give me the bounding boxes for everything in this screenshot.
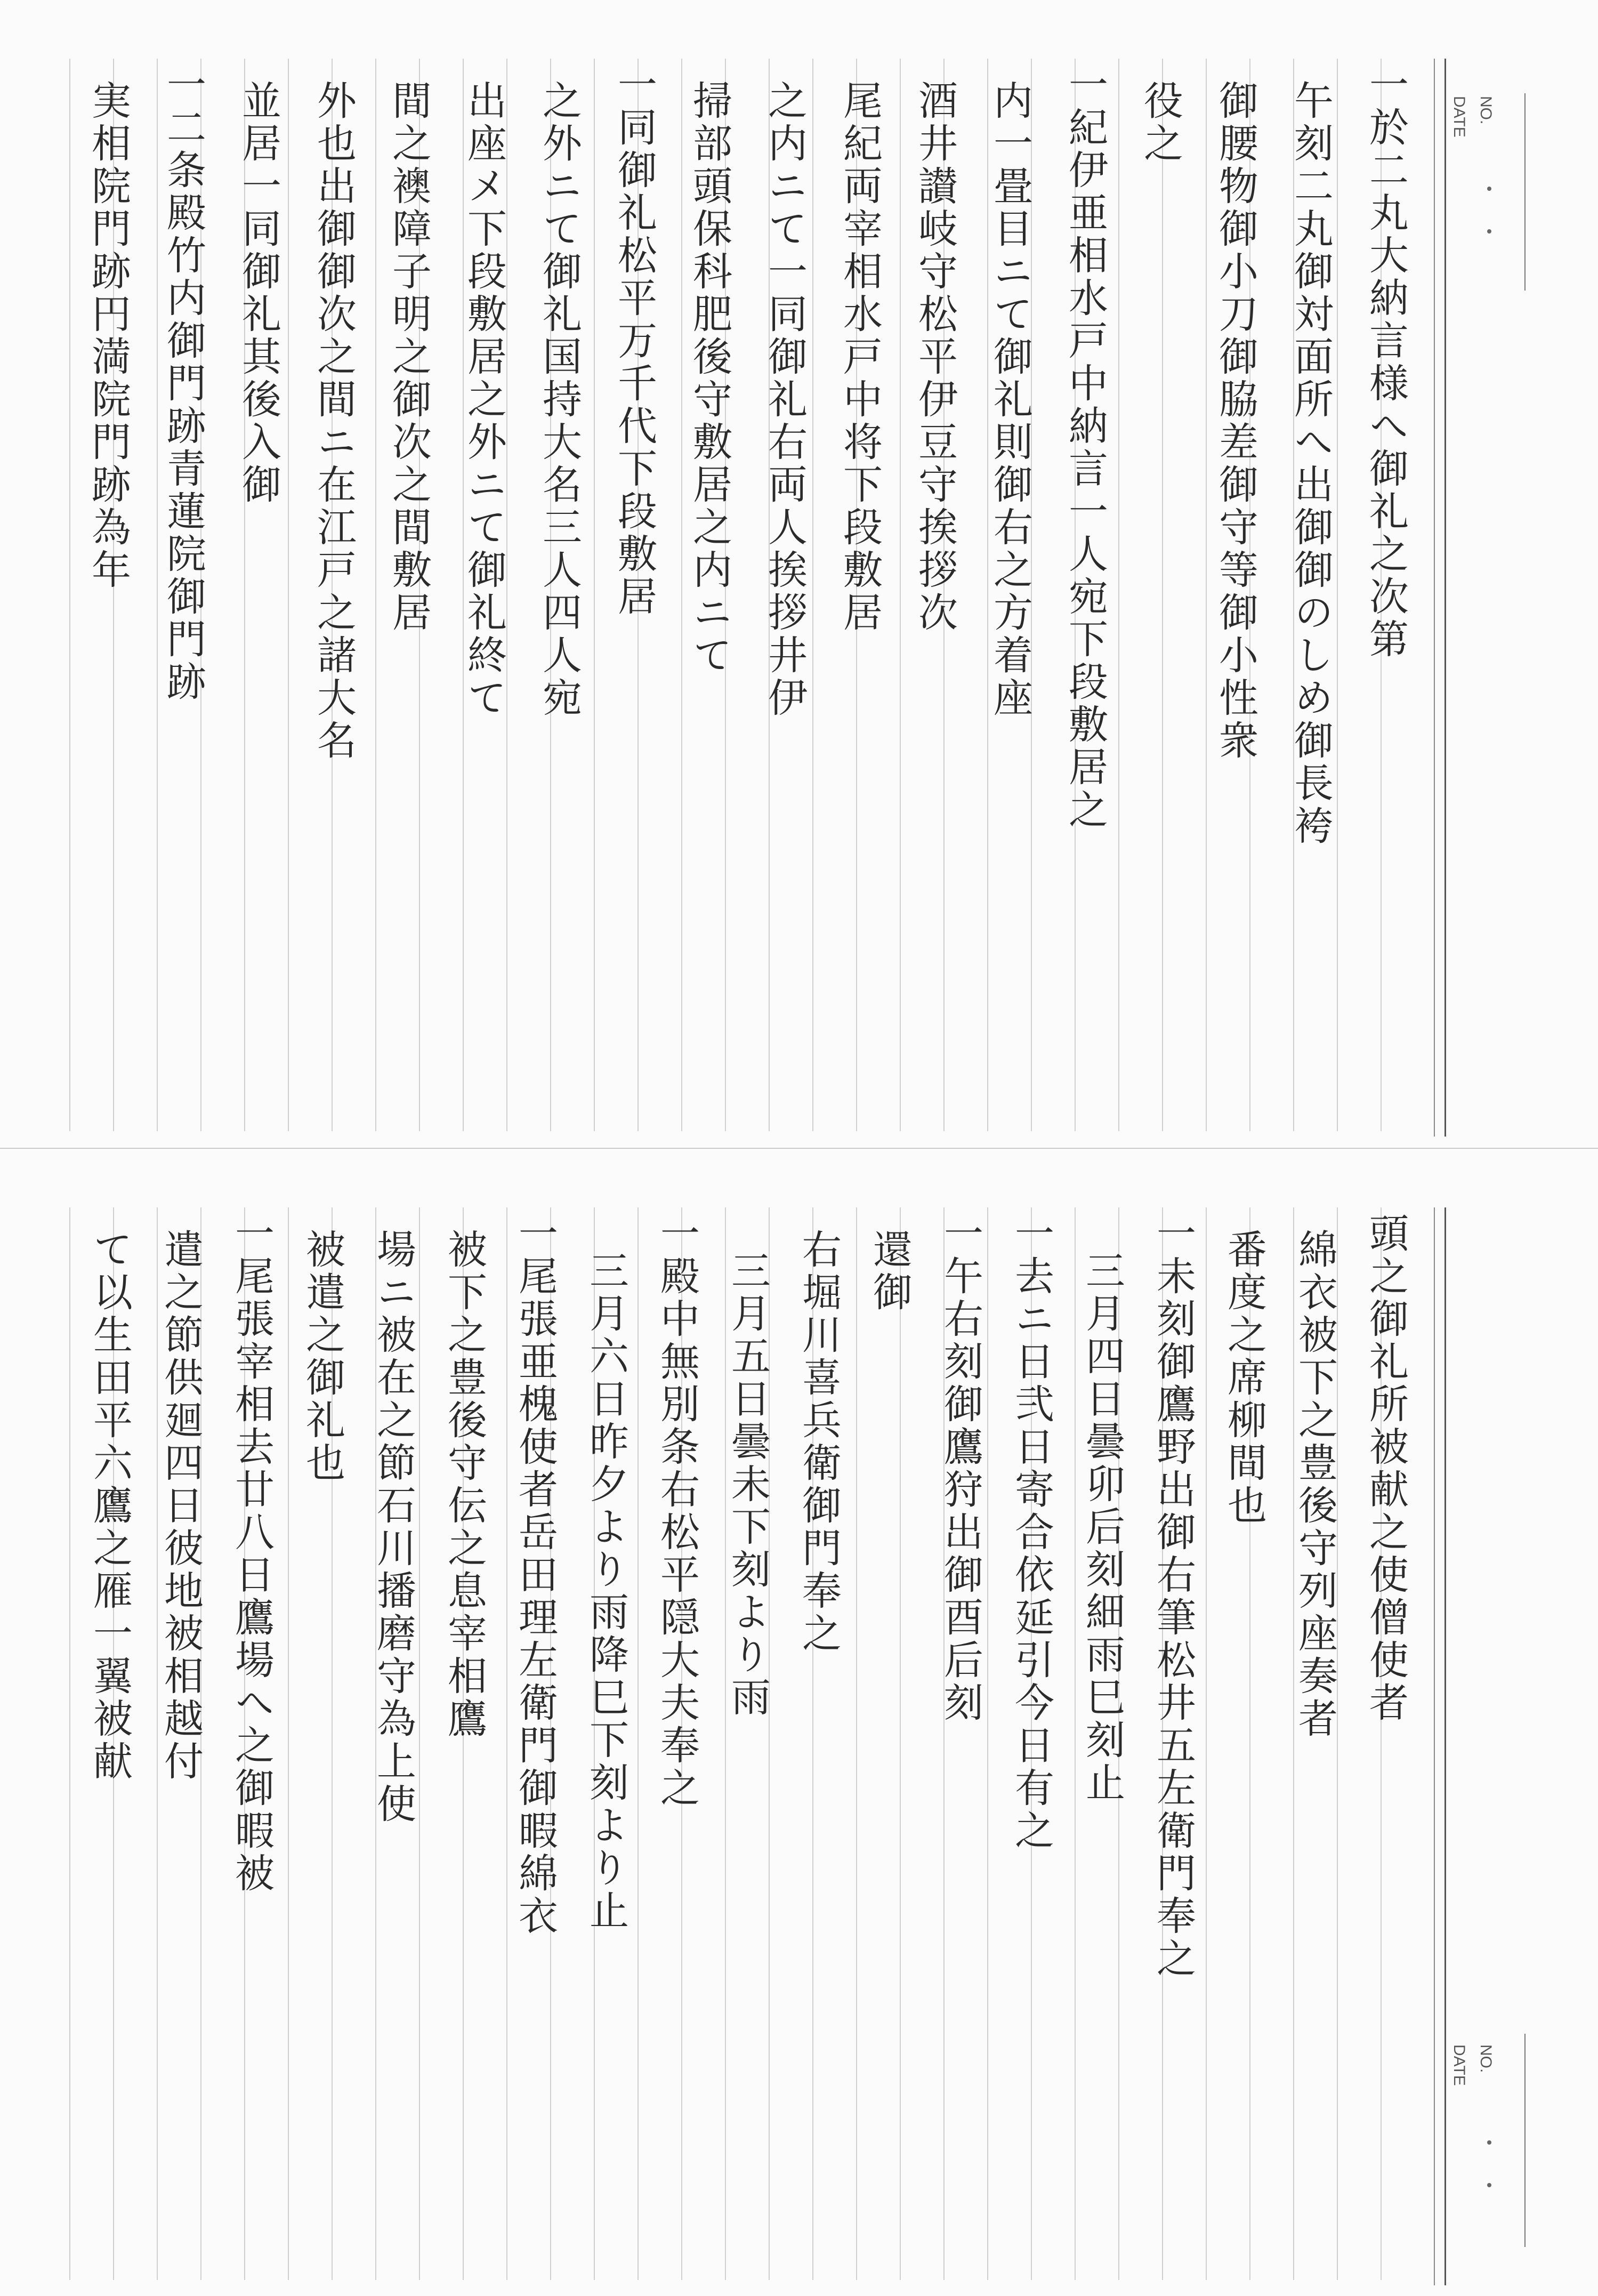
rule-line [288, 59, 289, 1131]
text-column: 出座メ下段敷居之外ニて御礼終て [461, 80, 507, 720]
margin-line-bold [1444, 1207, 1446, 2285]
text-column: 之外ニて御礼国持大名三人四人宛 [536, 80, 582, 720]
rule-line [1206, 1207, 1207, 2280]
rule-line [900, 59, 901, 1131]
rule-line [637, 1207, 639, 2280]
header-rule [1524, 2034, 1526, 2247]
text-column: 一二条殿竹内御門跡青蓮院御門跡 [160, 64, 206, 704]
rule-line [506, 1207, 507, 2280]
rule-line [69, 59, 70, 1131]
text-column: 場ニ被在之節石川播磨守為上使 [370, 1229, 416, 1826]
date-dot [1487, 2140, 1491, 2145]
text-column: 一於二丸大納言様へ御礼之次第 [1363, 64, 1409, 661]
text-column: 酒井讃岐守松平伊豆守挨拶次 [912, 80, 958, 634]
text-column: 外也出御御次之間ニ在江戸之諸大名 [311, 80, 357, 762]
date-dot [1487, 229, 1491, 233]
rule-line [594, 59, 595, 1131]
text-column: 実相院門跡円満院門跡為年 [85, 80, 131, 592]
notebook-page-bottom [0, 1148, 1598, 2296]
rule-line [69, 1207, 70, 2280]
rule-line [1206, 59, 1207, 1131]
rule-line [1162, 59, 1163, 1131]
text-column: 一殿中無別条右松平隠大夫奉之 [654, 1213, 700, 1810]
page-header [1476, 2044, 1495, 2078]
text-column: 被下之豊後守伝之息宰相鷹 [441, 1229, 487, 1741]
text-column: て以生田平六鷹之雁一翼被献 [87, 1229, 133, 1783]
text-column: 三月四日曇卯后刻細雨巳刻止 [1079, 1250, 1125, 1804]
margin-line [1434, 1207, 1435, 2285]
rule-line [856, 1207, 857, 2280]
page-header-date [1450, 2044, 1468, 2091]
page-header [1476, 96, 1495, 130]
rule-line [812, 59, 813, 1131]
text-column: 一去ニ日弐日寄合依延引今日有之 [1008, 1213, 1054, 1852]
text-column: 一紀伊亜相水戸中納言一人宛下段敷居之 [1062, 64, 1108, 832]
text-column: 遣之節供廻四日彼地被相越付 [158, 1229, 204, 1783]
text-column: 被遣之御礼也 [300, 1229, 345, 1485]
header-rule [1524, 93, 1526, 291]
text-column: 三月五日曇未下刻より雨 [725, 1250, 771, 1719]
margin-line-bold [1444, 59, 1446, 1137]
rule-line [900, 1207, 901, 2280]
text-column: 並居一同御礼其後入御 [236, 80, 281, 506]
rule-line [681, 59, 682, 1131]
margin-line [1434, 59, 1435, 1137]
text-column: 番度之席柳間也 [1221, 1229, 1267, 1527]
date-label: DATE [1450, 96, 1468, 138]
date-dot [1487, 187, 1491, 191]
text-column: 一同御礼松平万千代下段敷居 [611, 64, 657, 618]
notebook-page-top [0, 0, 1598, 1147]
text-column: 頭之御礼所被献之使僧使者 [1363, 1213, 1409, 1725]
text-column: 右堀川喜兵衛御門奉之 [796, 1229, 842, 1655]
text-column: 綿衣被下之豊後守列座奏者 [1292, 1229, 1338, 1741]
no-label: NO. [1477, 96, 1495, 125]
text-column: 尾紀両宰相水戸中将下段敷居 [837, 80, 883, 634]
no-label: NO. [1477, 2044, 1495, 2073]
text-column: 御腰物御小刀御脇差御守等御小性衆 [1213, 80, 1258, 762]
text-column: 一未刻御鷹野出御右筆松井五左衛門奉之 [1150, 1213, 1196, 1980]
date-dot [1487, 2183, 1491, 2187]
rule-line [987, 1207, 988, 2280]
text-column: 内一畳目ニて御礼則御右之方着座 [987, 80, 1033, 720]
text-column: 一尾張亜槐使者岳田理左衛門御暇綿衣 [512, 1213, 558, 1938]
text-column: 之内ニて一同御礼右両人挨拶井伊 [762, 80, 808, 720]
rule-line [1118, 59, 1119, 1131]
text-column: 一午右刻御鷹狩出御酉后刻 [938, 1213, 983, 1725]
rule-line [157, 59, 158, 1131]
text-column: 役之 [1137, 80, 1183, 165]
text-column: 一尾張宰相去廿八日鷹場へ之御暇被 [229, 1213, 275, 1895]
rule-line [419, 1207, 420, 2280]
text-column: 間之襖障子明之御次之間敷居 [386, 80, 432, 634]
text-column: 還御 [867, 1229, 913, 1314]
rule-line [288, 1207, 289, 2280]
date-label: DATE [1450, 2044, 1468, 2086]
rule-line [1337, 59, 1338, 1131]
text-column: 掃部頭保科肥後守敷居之内ニて [687, 80, 732, 677]
rule-line [375, 59, 376, 1131]
page-header-date [1450, 96, 1468, 143]
rule-line [1075, 1207, 1076, 2280]
text-column: 午刻二丸御対面所へ出御御のしめ御長袴 [1288, 80, 1334, 848]
text-column: 三月六日昨夕より雨降巳下刻より止 [583, 1250, 629, 1932]
